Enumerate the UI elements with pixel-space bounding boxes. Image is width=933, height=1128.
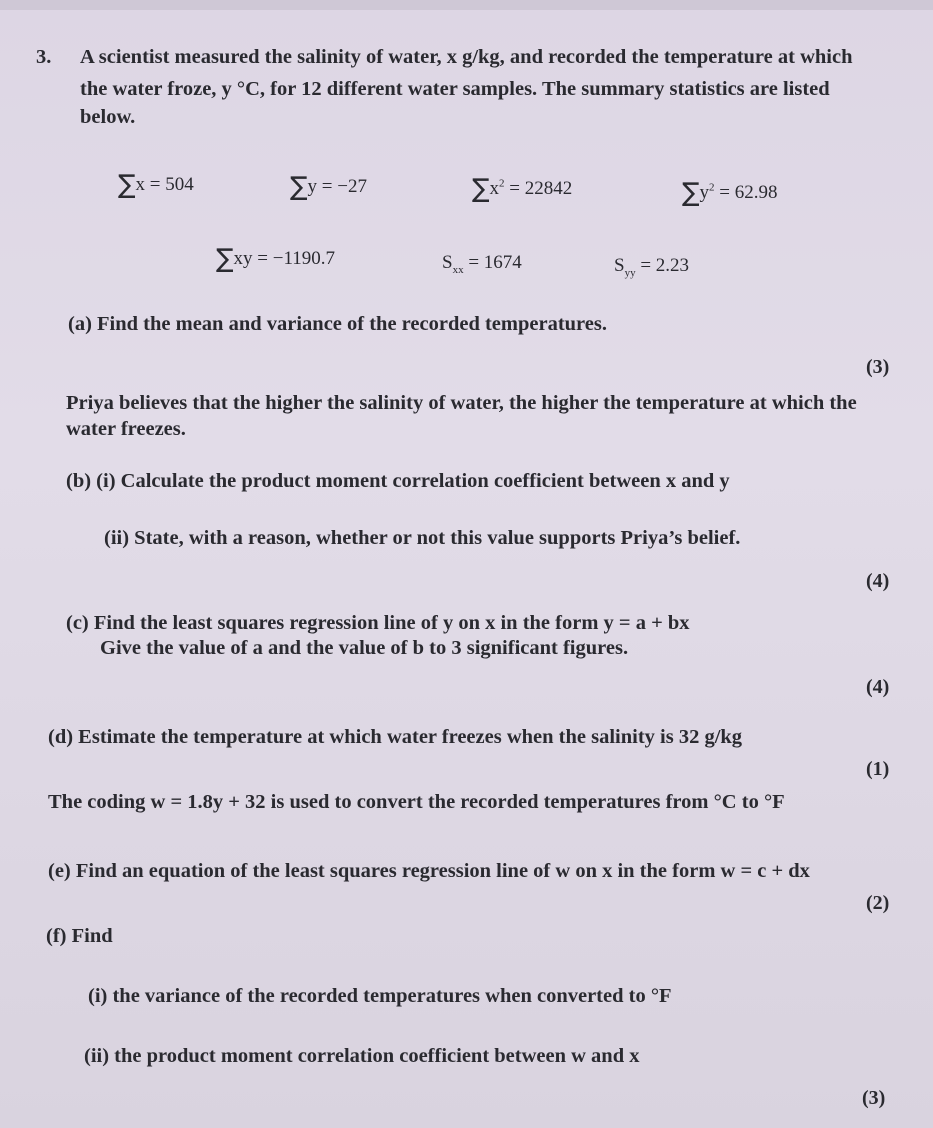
part-d: (d) Estimate the temperature at which water freezes when the salinity is 32 g/kg — [48, 726, 743, 748]
sigma-icon: ∑ — [290, 172, 308, 202]
part-f: (f) Find — [46, 925, 113, 947]
stat-sum-y: ∑y = −27 — [290, 172, 367, 202]
part-e-marks: (2) — [866, 892, 890, 914]
stat-sxx: $S_{xx} = 1674$ — [442, 252, 522, 276]
intro-line-2: the water froze, y °C, for 12 different water samples. The summary statistics are listed — [80, 78, 830, 100]
part-b-ii: (ii) State, with a reason, whether or not this value supports Priya’s belief. — [104, 527, 741, 549]
part-d-marks: (1) — [866, 758, 890, 780]
stat-sum-xy: ∑xy = −1190.7 — [216, 244, 336, 274]
sigma-icon: ∑ — [118, 170, 136, 200]
paper-edge — [0, 0, 933, 10]
question-number: 3. — [36, 46, 52, 68]
part-e: (e) Find an equation of the least squares regression line of w on x in the form w = c + dx — [48, 860, 810, 882]
stat-syy: $S_{yy} = 2.23$ — [614, 255, 690, 279]
priya-line-2: water freezes. — [66, 418, 186, 440]
part-a: (a) Find the mean and variance of the recorded temperatures. — [68, 313, 607, 335]
priya-line-1: Priya believes that the higher the salinity of water, the higher the temperature at which the — [66, 392, 857, 414]
part-f-i: (i) the variance of the recorded temperatures when converted to °F — [88, 985, 672, 1007]
part-c-line-2: Give the value of a and the value of b to 3 significant figures. — [100, 637, 629, 659]
part-c-marks: (4) — [866, 676, 890, 698]
sigma-icon: ∑ — [472, 174, 490, 204]
part-a-marks: (3) — [866, 356, 890, 378]
part-b-i: (b) (i) Calculate the product moment correlation coefficient between x and y — [66, 470, 730, 492]
sigma-icon: ∑ — [682, 178, 700, 208]
intro-line-1: A scientist measured the salinity of water, x g/kg, and recorded the temperature at which — [80, 46, 853, 68]
stat-sum-x: ∑x = 504 — [118, 170, 194, 200]
part-b-marks: (4) — [866, 570, 890, 592]
sigma-icon: ∑ — [216, 244, 234, 274]
part-f-marks: (3) — [862, 1087, 886, 1109]
intro-line-3: below. — [80, 106, 136, 128]
part-c-line-1: (c) Find the least squares regression line of y on x in the form y = a + bx — [66, 612, 690, 634]
stat-sum-x2: $\sum x^2 = 22842$ — [472, 174, 573, 204]
part-f-ii: (ii) the product moment correlation coefficient between w and x — [84, 1045, 640, 1067]
coding-line: The coding w = 1.8y + 32 is used to convert the recorded temperatures from °C to °F — [48, 791, 785, 813]
stat-sum-y2: $\sum y^2 = 62.98$ — [682, 178, 778, 208]
